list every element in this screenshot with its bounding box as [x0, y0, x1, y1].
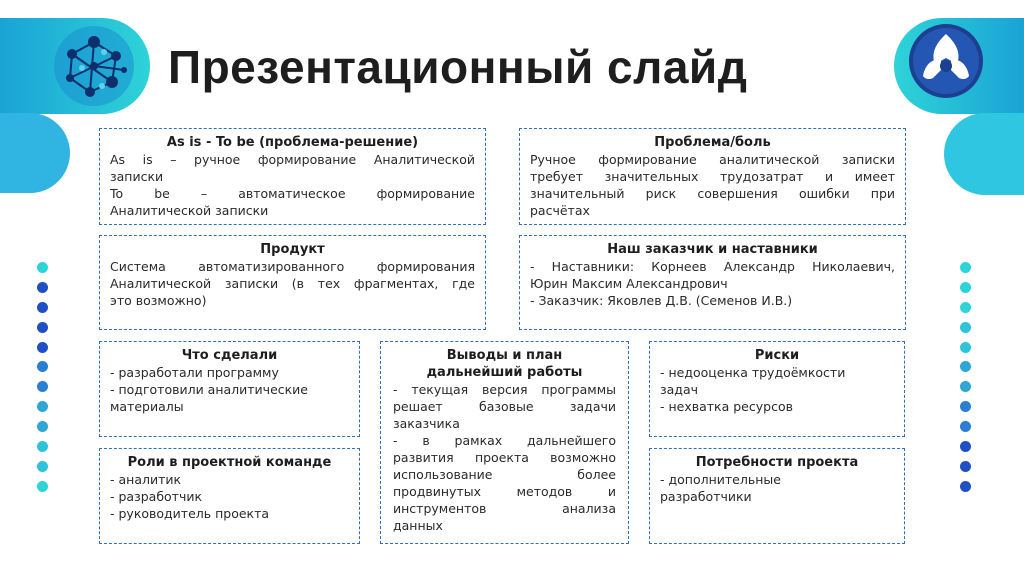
molecule-network-logo-icon	[52, 24, 136, 108]
list-item: развития проекта возможно	[393, 450, 616, 465]
what-done-card	[99, 341, 360, 437]
card-text-line: расчётах	[530, 203, 590, 218]
list-item: - разработали программу	[110, 365, 279, 380]
team-roles-card	[99, 448, 360, 544]
list-item: данных	[393, 518, 443, 533]
list-item: - аналитик	[110, 472, 182, 487]
customer-mentors-card	[519, 235, 906, 330]
card-text-line: Ручное формирование аналитической записки	[530, 152, 895, 167]
list-item: - недооценка трудоёмкости	[660, 365, 846, 380]
list-item: - разработчик	[110, 489, 203, 504]
rosatom-logo-icon	[905, 20, 987, 102]
card-text-line: Юрин Максим Александрович	[530, 276, 728, 291]
card-text-line: Аналитической записки	[110, 203, 269, 218]
card-title: Потребности проекта	[695, 455, 859, 470]
list-item: - дополнительные	[660, 472, 781, 487]
list-item: использование более	[393, 467, 616, 482]
asis-tobe-card	[99, 128, 486, 225]
card-title: Наш заказчик и наставники	[607, 242, 818, 257]
list-item: - текущая версия программы	[393, 382, 616, 397]
list-item: решает базовые задачи	[393, 399, 616, 414]
conclusions-plan-card	[380, 341, 629, 544]
project-needs-card	[649, 448, 905, 544]
page-title: Презентационный слайд	[168, 41, 748, 93]
card-text-line: Аналитической записки (в тех фрагментах, где	[110, 276, 475, 291]
right-circle-decoration	[944, 113, 1024, 195]
card-text-line: - Наставники: Корнеев Александр Николаевич,	[530, 259, 895, 274]
card-title: Продукт	[260, 242, 325, 257]
card-text-line: это возможно)	[110, 293, 207, 308]
card-text-line: As is – ручное формирование Аналитической	[110, 152, 475, 167]
list-item: материалы	[110, 399, 184, 414]
list-item: - нехватка ресурсов	[660, 399, 793, 414]
card-title: Что сделали	[181, 348, 278, 363]
card-text-line: To be – автоматическое формирование	[110, 186, 475, 201]
list-item: инструментов анализа	[393, 501, 616, 516]
card-title: As is - To be (проблема-решение)	[166, 135, 419, 150]
left-circle-decoration	[0, 113, 70, 193]
product-card	[99, 235, 486, 330]
list-item: разработчики	[660, 489, 752, 504]
card-title-line2: дальнейший работы	[426, 365, 583, 380]
list-item: заказчика	[393, 416, 460, 431]
list-item: - в рамках дальнейшего	[393, 433, 616, 448]
left-dots-decoration	[37, 262, 49, 501]
risks-card	[649, 341, 905, 437]
list-item: задач	[660, 382, 698, 397]
card-text-line: значительный риск совершения ошибки при	[530, 186, 895, 201]
right-dots-decoration	[960, 262, 972, 501]
card-text-line: Система автоматизированного формирования	[110, 259, 475, 274]
card-title: Выводы и план	[446, 348, 563, 363]
card-title: Роли в проектной команде	[127, 455, 332, 470]
card-title: Проблема/боль	[654, 135, 771, 150]
problem-card	[519, 128, 906, 225]
card-title: Риски	[754, 348, 800, 363]
list-item: - руководитель проекта	[110, 506, 270, 521]
list-item: продвинутых методов и	[393, 484, 616, 499]
card-text-line: записки	[110, 169, 164, 184]
card-text-line: требует значительных трудозатрат и имеет	[530, 169, 895, 184]
card-text-line: - Заказчик: Яковлев Д.В. (Семенов И.В.)	[530, 293, 793, 308]
list-item: - подготовили аналитические	[110, 382, 308, 397]
